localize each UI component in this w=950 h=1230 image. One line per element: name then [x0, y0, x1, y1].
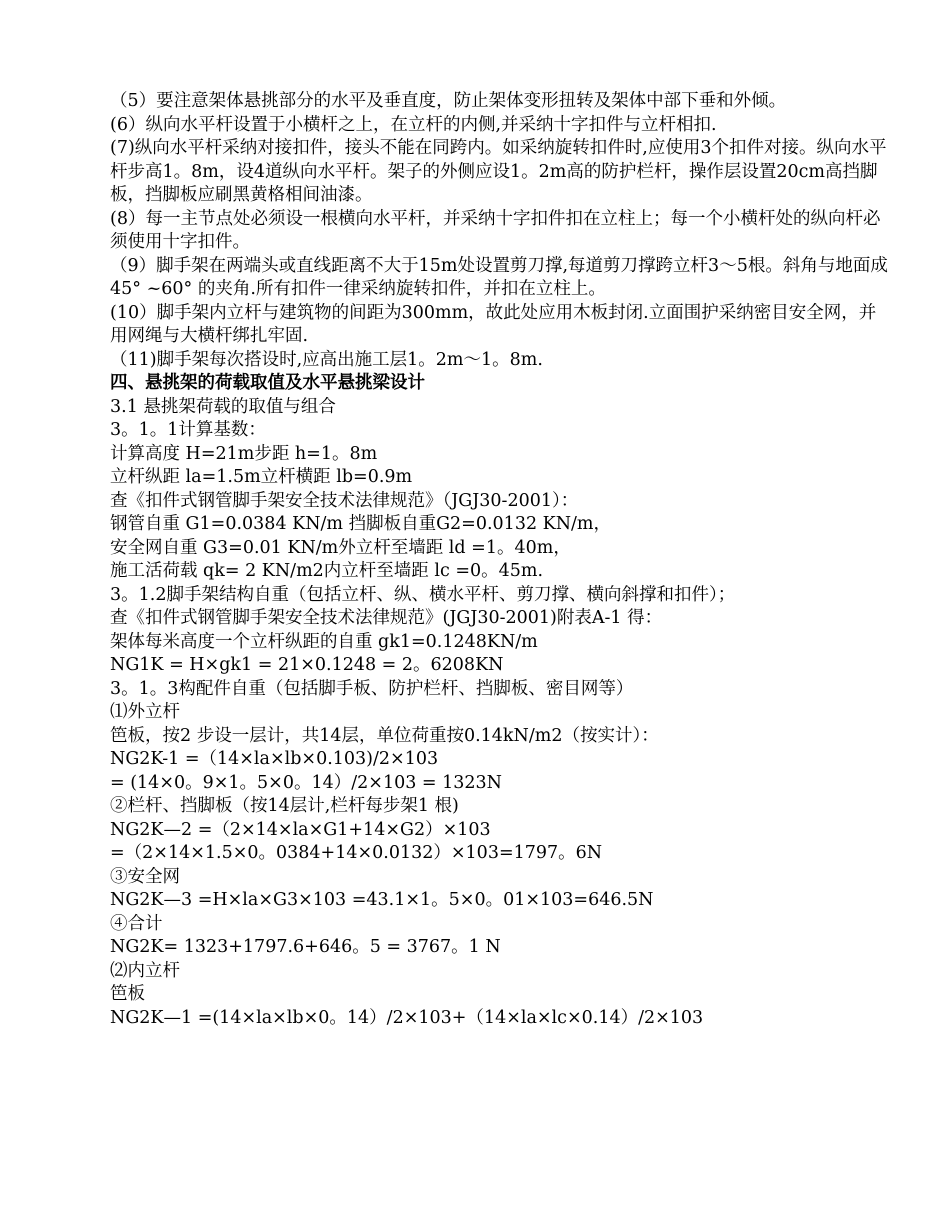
ng1k-formula: NG1K = H×gk1 = 21×0.1248 = 2。6208KN — [110, 655, 504, 675]
calc-basis-heading: 3。1。1计算基数： — [110, 420, 266, 440]
inner-pole-heading: ⑵内立杆 — [110, 960, 180, 981]
section-heading: 四、悬挑架的荷载取值及水平悬挑梁设计 — [110, 373, 425, 393]
document-page — [110, 90, 890, 1030]
clause-5: （5）要注意架体悬挑部分的水平及垂直度，防止架体变形扭转及架体中部下垂和外倾。 — [110, 91, 787, 111]
clause-11: （11)脚手架每次搭设时,应高出施工层1。2m～1。8m. — [110, 349, 543, 370]
outer-pole-heading: ⑴外立杆 — [110, 702, 180, 722]
ng2k2-formula: NG2K—2 =（2×14×la×G1+14×G2）×103 — [110, 819, 491, 840]
ng2k1-result: = (14×0。9×1。5×0。14）/2×103 = 1323N — [110, 772, 502, 793]
clause-7: (7)纵向水平杆采纳对接扣件，接头不能在同跨内。如采纳旋转扣件时,应使用3个扣件对接。纵向水平杆步高1。8m，设4道纵向水平杆。架子的外侧应设1。2m高的防护栏杆，操作层设置20cm高挡脚板，挡脚板应刷黑黄格相间油漆。 — [110, 138, 887, 205]
net-weight-line: 安全网自重 G3=0.01 KN/m外立杆至墙距 ld =1。40m， — [110, 537, 571, 558]
railing-heading: ②栏杆、挡脚板（按14层计,栏杆每步架1 根) — [110, 796, 459, 816]
live-load-line: 施工活荷载 qk= 2 KN/m2内立杆至墙距 lc =0。45m. — [110, 561, 544, 581]
tube-weight-line: 钢管自重 G1=0.0384 KN/m 挡脚板自重G2=0.0132 KN/m， — [110, 514, 612, 534]
ng2k3-formula: NG2K—3 =H×la×G3×103 =43.1×1。5×0。01×103=646.5N — [110, 890, 654, 910]
clause-9: （9）脚手架在两端头或直线距离不大于15m处设置剪刀撑,每道剪刀撑跨立杆3～5根。斜角与地面成45° ~60° 的夹角.所有扣件一律采纳旋转扣件，并扣在立柱上。 — [110, 255, 888, 299]
subsection-heading: 3.1 悬挑架荷载的取值与组合 — [110, 396, 336, 417]
structure-weight-heading: 3。1.2脚手架结构自重（包括立杆、纵、横水平杆、剪刀撑、横向斜撑和扣件）； — [110, 584, 736, 605]
clause-10: (10）脚手架内立杆与建筑物的间距为300mm，故此处应用木板封闭.立面围护采纳密目安全网，并用网绳与大横杆绑扎牢固. — [110, 302, 877, 346]
code-reference-line: 查《扣件式钢管脚手架安全技术法律规范》（JGJ30-2001）： — [110, 490, 579, 511]
inner-ng2k1-formula: NG2K—1 =(14×la×lb×0。14）/2×103+（14×la×lc×0.14）/2×103 — [110, 1007, 704, 1028]
ng2k-total: NG2K= 1323+1797.6+646。5 = 3767。1 N — [110, 937, 501, 957]
pole-spacing-line: 立杆纵距 la=1.5m立杆横距 lb=0.9m — [110, 467, 413, 487]
clause-6: (6）纵向水平杆设置于小横杆之上，在立杆的内侧,并采纳十字扣件与立杆相扣. — [110, 114, 717, 135]
board-line: 笆板，按2 步设一层计，共14层，单位荷重按0.14kN/m2（按实计）： — [110, 725, 659, 746]
code-appendix-line: 查《扣件式钢管脚手架安全技术法律规范》(JGJ30-2001)附表A-1 得： — [110, 608, 663, 628]
ng2k2-result: =（2×14×1.5×0。0384+14×0.0132）×103=1797。6N — [110, 843, 603, 863]
unit-weight-line: 架体每米高度一个立杆纵距的自重 gk1=0.1248KN/m — [110, 631, 538, 652]
clause-8: (8）每一主节点处必须设一根横向水平杆，并采纳十字扣件扣在立柱上；每一个小横杆处的纵向杆必须使用十字扣件。 — [110, 208, 881, 252]
calc-height-line: 计算高度 H=21m步距 h=1。8m — [110, 443, 378, 464]
inner-board-heading: 笆板 — [110, 984, 145, 1004]
component-weight-heading: 3。1。3构配件自重（包括脚手板、防护栏杆、挡脚板、密目网等） — [110, 678, 634, 699]
ng2k1-formula: NG2K-1 =（14×la×lb×0.103)/2×103 — [110, 749, 439, 769]
total-heading: ④合计 — [110, 913, 163, 934]
safety-net-heading: ③安全网 — [110, 866, 180, 887]
